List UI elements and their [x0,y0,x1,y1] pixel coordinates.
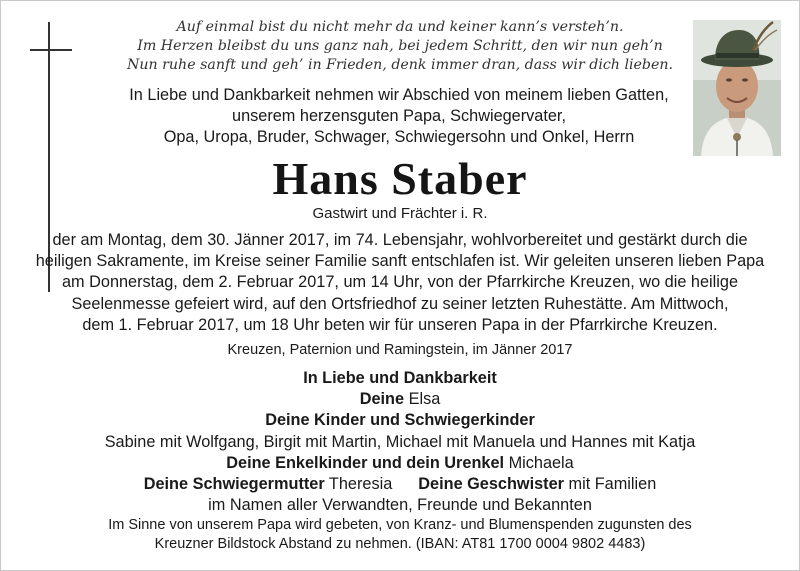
place-date: Kreuzen, Paternion und Ramingstein, im Jänner 2017 [227,342,573,358]
wife-name: Elsa [408,390,441,409]
siblings-label: Deine Geschwister [418,475,564,494]
body-line: Seelenmesse gefeiert wird, auf den Ortsfriedhof zu seiner letzten Ruhestätte. Am Mittwoch, [71,294,729,313]
announcement-body [14,230,786,336]
mourners-heading: In Liebe und Dankbarkeit [303,369,497,387]
siblings-suffix: mit Familien [568,475,657,494]
mother-in-law-name: Theresia [328,475,393,494]
donation-note [40,516,760,554]
note-line: Kreuzner Bildstock Abstand zu nehmen. (IBAN: AT81 1700 0004 9802 4483) [154,536,646,552]
body-line: heiligen Sakramente, im Kreise seiner Familie sanft entschlafen ist. Wir geleiten unseren lieben Papa [35,252,765,271]
poem [120,18,680,75]
body-line: der am Montag, dem 30. Jänner 2017, im 74. Lebensjahr, wohlvorbereitet und gestärkt durch die [52,231,748,249]
intro-line: unserem herzensguten Papa, Schwiegervater, [232,107,566,125]
body-line: dem 1. Februar 2017, um 18 Uhr beten wir für unseren Papa in der Pfarrkirche Kreuzen. [82,315,718,334]
deceased-name: Hans Staber [272,153,528,204]
wife-label: Deine [359,390,405,409]
profession: Gastwirt und Frächter i. R. [312,205,488,222]
intro-line: Opa, Uropa, Bruder, Schwager, Schwiegersohn und Onkel, Herrn [163,128,635,146]
relatives-line: im Namen aller Verwandten, Freunde und Bekannten [208,496,592,515]
mourners-list [30,368,770,516]
intro-text [85,85,713,148]
body-line: am Donnerstag, dem 2. Februar 2017, um 14 Uhr, von der Pfarrkirche Kreuzen, wo die heilige [61,273,739,292]
mother-in-law-label: Deine Schwiegermutter [143,475,325,494]
children-label: Deine Kinder und Schwiegerkinder [265,411,535,430]
poem-line: Nun ruhe sanft und geh’ in Frieden, denk immer dran, dass wir dich lieben. [126,57,674,73]
grandchildren-name: Michaela [508,453,574,472]
note-line: Im Sinne von unserem Papa wird gebeten, von Kranz- und Blumenspenden zugunsten des [108,517,692,533]
poem-line: Auf einmal bist du nicht mehr da und keiner kann’s versteh’n. [176,19,624,35]
poem-line: Im Herzen bleibst du uns ganz nah, bei jedem Schritt, den wir nun geh’n [137,38,663,54]
intro-line: In Liebe und Dankbarkeit nehmen wir Abschied von meinem lieben Gatten, [129,86,669,104]
children-names: Sabine mit Wolfgang, Birgit mit Martin, Michael mit Manuela und Hannes mit Katja [104,432,696,451]
grandchildren-label: Deine Enkelkinder und dein Urenkel [226,453,505,472]
